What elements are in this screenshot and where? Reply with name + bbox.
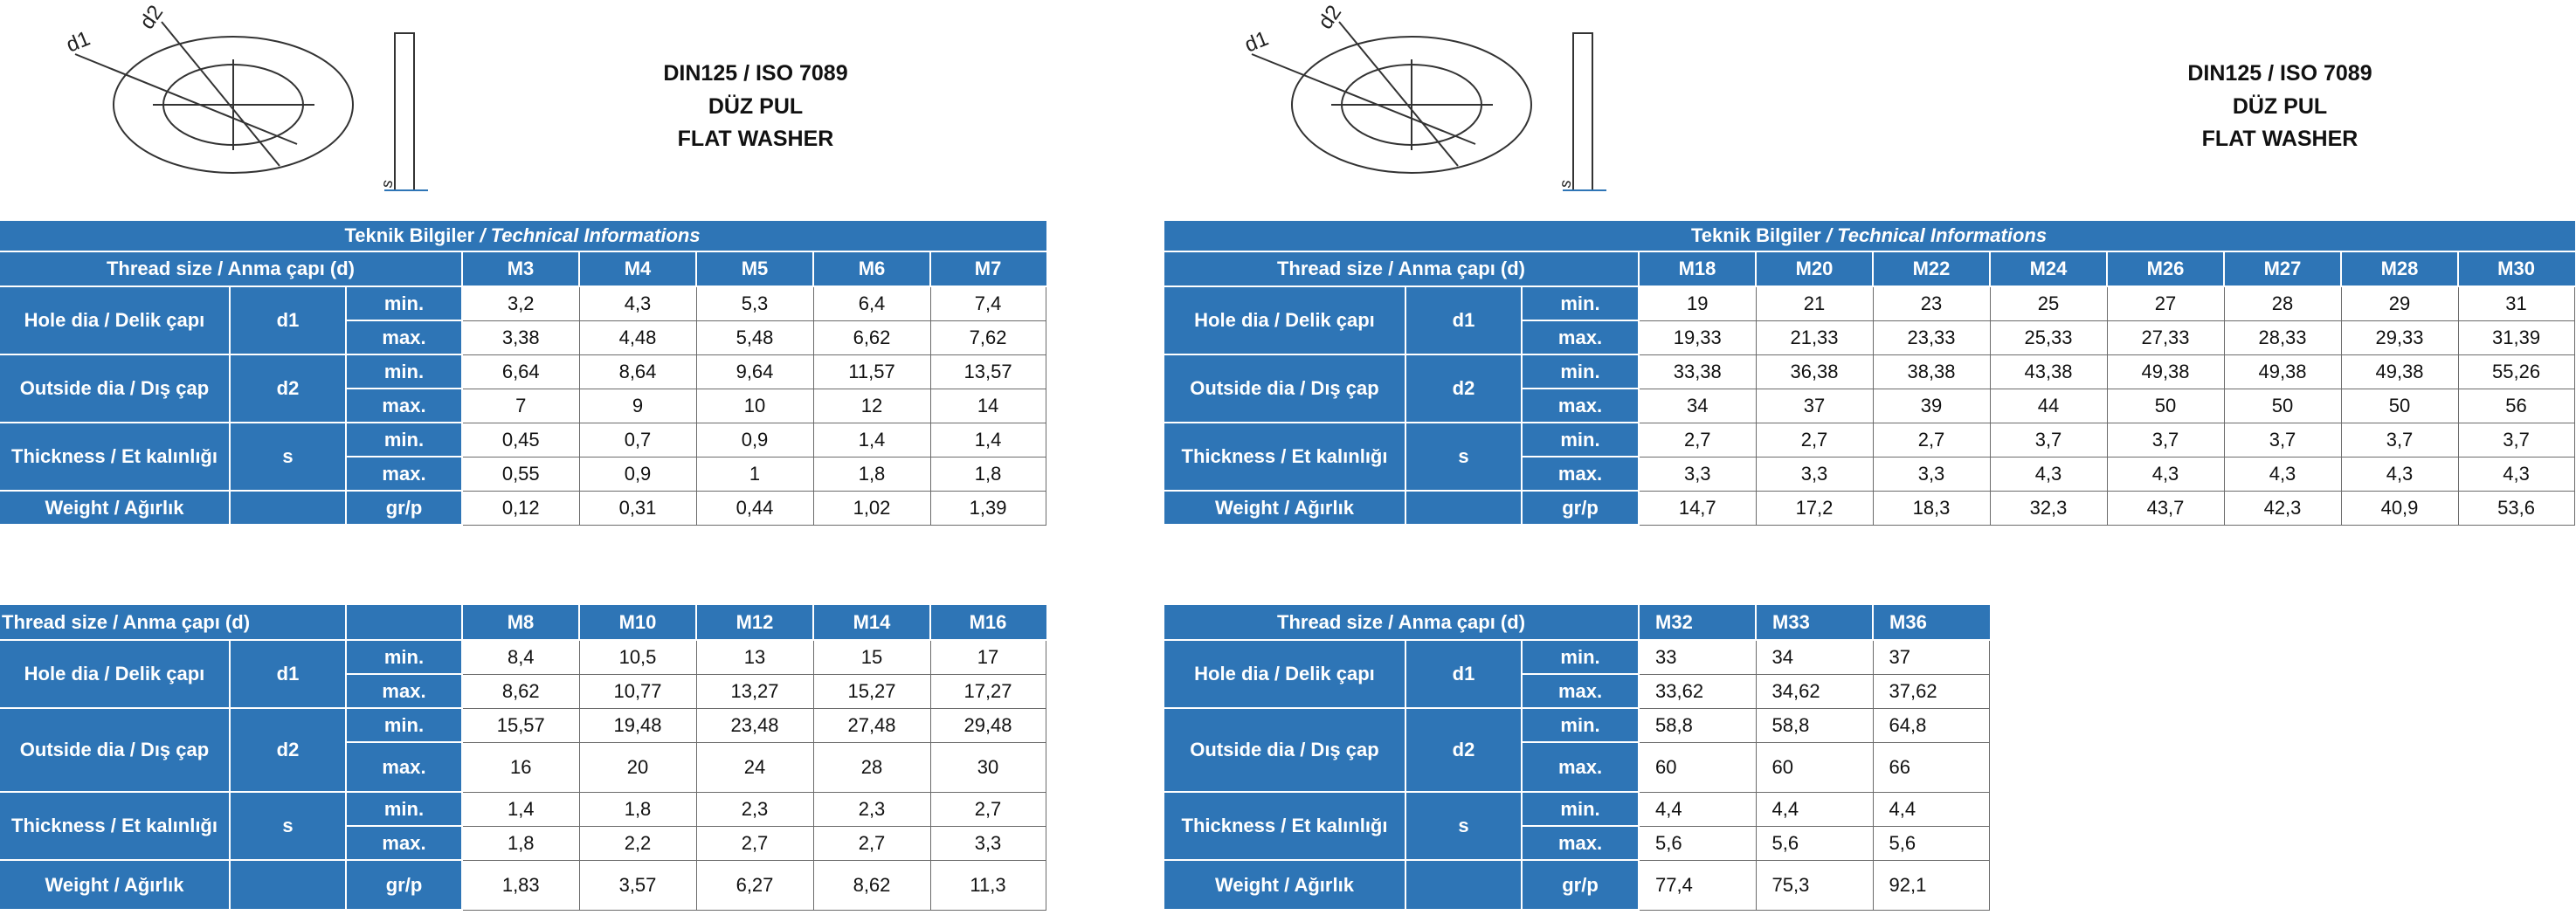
value-cell: 56 [2458,389,2574,423]
name-en: FLAT WASHER [677,127,834,151]
value-cell: 18,3 [1873,491,1990,525]
weight-symbol-blank [1405,491,1522,525]
table-row [0,792,1046,826]
size-header: M10 [579,605,696,640]
table-row [0,640,1046,674]
d2-symbol: d2 [1405,708,1522,792]
value-cell: 30 [930,742,1046,792]
weight-label: Weight / Ağırlık [1164,860,1405,910]
value-cell: 92,1 [1873,860,1989,910]
value-cell: 4,3 [2341,457,2458,491]
value-cell: 3,2 [462,286,579,320]
table-row [0,708,1046,742]
value-cell: 13,27 [696,674,813,708]
value-cell: 1,4 [462,792,579,826]
spec-table-m32-m36 [1164,605,1990,911]
s-symbol: s [230,423,346,491]
value-cell: 29 [2341,286,2458,320]
value-cell: 43,7 [2107,491,2224,525]
size-header: M20 [1756,251,1873,286]
weight-label: Weight / Ağırlık [0,491,230,525]
value-cell: 9 [579,389,696,423]
min-label: min. [1522,286,1639,320]
value-cell: 37 [1756,389,1873,423]
value-cell: 23,33 [1873,320,1990,354]
value-cell: 32,3 [1990,491,2107,525]
name-en: FLAT WASHER [2201,127,2358,151]
value-cell: 1,8 [462,826,579,860]
table-row [1164,792,1989,826]
value-cell: 33 [1639,640,1756,674]
value-cell: 23 [1873,286,1990,320]
value-cell: 36,38 [1756,354,1873,389]
value-cell: 6,27 [696,860,813,910]
thread-size-label: Thread size / Anma çapı (d) [0,251,462,286]
value-cell: 50 [2224,389,2341,423]
value-cell: 2,7 [696,826,813,860]
min-label: min. [346,792,462,826]
min-label: min. [1522,708,1639,742]
value-cell: 77,4 [1639,860,1756,910]
d1-label: d1 [63,26,94,58]
value-cell: 6,62 [813,320,930,354]
thread-size-row [1164,251,2574,286]
max-label: max. [346,320,462,354]
value-cell: 3,7 [1990,423,2107,457]
s-symbol: s [230,792,346,860]
outside-dia-label: Outside dia / Dış çap [0,354,230,423]
hole-dia-label: Hole dia / Delik çapı [0,286,230,354]
table-row [1164,860,1989,910]
unit-label: gr/p [346,491,462,525]
outside-dia-label: Outside dia / Dış çap [1164,354,1405,423]
size-header: M7 [930,251,1046,286]
value-cell: 0,44 [696,491,813,525]
value-cell: 5,6 [1756,826,1873,860]
value-cell: 1,4 [813,423,930,457]
value-cell: 44 [1990,389,2107,423]
value-cell: 2,7 [930,792,1046,826]
value-cell: 5,48 [696,320,813,354]
value-cell: 19 [1639,286,1756,320]
value-cell: 64,8 [1873,708,1989,742]
value-cell: 60 [1756,742,1873,792]
value-cell: 31,39 [2458,320,2574,354]
min-label: min. [1522,423,1639,457]
value-cell: 38,38 [1873,354,1990,389]
unit-label: gr/p [1522,491,1639,525]
value-cell: 7,62 [930,320,1046,354]
d2-symbol: d2 [230,354,346,423]
value-cell: 6,4 [813,286,930,320]
d1-symbol: d1 [1405,286,1522,354]
value-cell: 50 [2107,389,2224,423]
min-label: min. [346,708,462,742]
value-cell: 0,7 [579,423,696,457]
standard-title: DIN125 / ISO 7089 [2187,61,2372,86]
hole-dia-label: Hole dia / Delik çapı [1164,640,1405,708]
size-header: M28 [2341,251,2458,286]
value-cell: 12 [813,389,930,423]
size-header: M6 [813,251,930,286]
name-tr: DÜZ PUL [2232,93,2328,119]
value-cell: 17,2 [1756,491,1873,525]
header-titles [572,58,939,156]
value-cell: 33,38 [1639,354,1756,389]
d1-symbol: d1 [230,640,346,708]
max-label: max. [346,457,462,491]
size-header: M32 [1639,605,1756,640]
washer-drawing [0,0,489,205]
d1-symbol: d1 [1405,640,1522,708]
weight-symbol-blank [230,860,346,910]
value-cell: 8,4 [462,640,579,674]
value-cell: 40,9 [2341,491,2458,525]
size-header: M27 [2224,251,2341,286]
weight-label: Weight / Ağırlık [0,860,230,910]
value-cell: 20 [579,742,696,792]
value-cell: 42,3 [2224,491,2341,525]
value-cell: 1,83 [462,860,579,910]
thickness-label: Thickness / Et kalınlığı [1164,423,1405,491]
value-cell: 0,45 [462,423,579,457]
size-header: M14 [813,605,930,640]
unit-label: gr/p [346,860,462,910]
value-cell: 37 [1873,640,1989,674]
value-cell: 50 [2341,389,2458,423]
right-panel [1164,0,2576,915]
value-cell: 2,3 [696,792,813,826]
value-cell: 3,7 [2458,423,2574,457]
unit-label: gr/p [1522,860,1639,910]
d2-symbol: d2 [1405,354,1522,423]
size-header: M12 [696,605,813,640]
value-cell: 2,3 [813,792,930,826]
hole-dia-label: Hole dia / Delik çapı [0,640,230,708]
value-cell: 25,33 [1990,320,2107,354]
value-cell: 75,3 [1756,860,1873,910]
value-cell: 60 [1639,742,1756,792]
value-cell: 3,38 [462,320,579,354]
size-header: M22 [1873,251,1990,286]
s-label: s [1556,178,1575,189]
value-cell: 15 [813,640,930,674]
value-cell: 2,7 [1756,423,1873,457]
min-label: min. [346,354,462,389]
size-header: M5 [696,251,813,286]
max-label: max. [1522,320,1639,354]
thread-size-label: Thread size / Anma çapı (d) [0,605,346,640]
value-cell: 7,4 [930,286,1046,320]
tech-title-row [1164,221,2574,251]
d2-symbol: d2 [230,708,346,792]
value-cell: 7 [462,389,579,423]
value-cell: 4,3 [579,286,696,320]
value-cell: 28 [813,742,930,792]
thickness-label: Thickness / Et kalınlığı [0,423,230,491]
value-cell: 34 [1756,640,1873,674]
value-cell: 3,57 [579,860,696,910]
value-cell: 6,64 [462,354,579,389]
tech-title: Teknik Bilgiler / Technical Informations [1164,221,2574,251]
value-cell: 11,3 [930,860,1046,910]
min-label: min. [1522,354,1639,389]
value-cell: 27,48 [813,708,930,742]
value-cell: 19,33 [1639,320,1756,354]
value-cell: 14 [930,389,1046,423]
max-label: max. [1522,742,1639,792]
value-cell: 2,7 [1639,423,1756,457]
hole-dia-label: Hole dia / Delik çapı [1164,286,1405,354]
value-cell: 0,9 [696,423,813,457]
weight-label: Weight / Ağırlık [1164,491,1405,525]
value-cell: 11,57 [813,354,930,389]
value-cell: 2,2 [579,826,696,860]
value-cell: 24 [696,742,813,792]
thickness-label: Thickness / Et kalınlığı [1164,792,1405,860]
value-cell: 29,33 [2341,320,2458,354]
value-cell: 58,8 [1756,708,1873,742]
size-header: M24 [1990,251,2107,286]
max-label: max. [1522,389,1639,423]
value-cell: 8,62 [813,860,930,910]
value-cell: 3,3 [930,826,1046,860]
table-row [1164,354,2574,389]
value-cell: 4,4 [1873,792,1989,826]
value-cell: 17 [930,640,1046,674]
thread-size-row [0,251,1046,286]
value-cell: 10,5 [579,640,696,674]
max-label: max. [346,826,462,860]
weight-symbol-blank [230,491,346,525]
table-row [0,286,1046,320]
value-cell: 29,48 [930,708,1046,742]
table-row [0,860,1046,910]
value-cell: 16 [462,742,579,792]
value-cell: 21,33 [1756,320,1873,354]
value-cell: 5,6 [1639,826,1756,860]
value-cell: 27 [2107,286,2224,320]
thread-size-label: Thread size / Anma çapı (d) [1164,251,1639,286]
value-cell: 66 [1873,742,1989,792]
tech-title-row [0,221,1046,251]
thread-header-blank [346,605,462,640]
table-row [0,423,1046,457]
s-symbol: s [1405,423,1522,491]
d1-symbol: d1 [230,286,346,354]
value-cell: 23,48 [696,708,813,742]
value-cell: 14,7 [1639,491,1756,525]
value-cell: 1,8 [930,457,1046,491]
outside-dia-label: Outside dia / Dış çap [1164,708,1405,792]
s-label: s [377,178,397,189]
spec-table-m3-m7 [0,221,1046,526]
max-label: max. [346,389,462,423]
d2-label: d2 [135,1,169,34]
max-label: max. [346,674,462,708]
table-row [0,354,1046,389]
value-cell: 4,4 [1756,792,1873,826]
value-cell: 9,64 [696,354,813,389]
value-cell: 4,4 [1639,792,1756,826]
value-cell: 28,33 [2224,320,2341,354]
left-panel [0,0,1048,915]
size-header: M4 [579,251,696,286]
value-cell: 8,62 [462,674,579,708]
value-cell: 43,38 [1990,354,2107,389]
d2-label: d2 [1313,1,1347,34]
value-cell: 4,48 [579,320,696,354]
value-cell: 10 [696,389,813,423]
d1-label: d1 [1241,26,1273,58]
header-titles [2096,58,2463,156]
value-cell: 3,7 [2341,423,2458,457]
table-row [1164,286,2574,320]
value-cell: 2,7 [813,826,930,860]
value-cell: 31 [2458,286,2574,320]
table-row [1164,640,1989,674]
value-cell: 28 [2224,286,2341,320]
min-label: min. [346,423,462,457]
value-cell: 15,57 [462,708,579,742]
value-cell: 17,27 [930,674,1046,708]
min-label: min. [346,640,462,674]
size-header: M18 [1639,251,1756,286]
max-label: max. [1522,826,1639,860]
value-cell: 58,8 [1639,708,1756,742]
value-cell: 15,27 [813,674,930,708]
washer-side-view [395,33,414,190]
value-cell: 34,62 [1756,674,1873,708]
value-cell: 0,12 [462,491,579,525]
value-cell: 49,38 [2107,354,2224,389]
size-header: M3 [462,251,579,286]
max-label: max. [1522,457,1639,491]
thread-size-row [0,605,1046,640]
table-row [0,491,1046,525]
value-cell: 37,62 [1873,674,1989,708]
value-cell: 1,8 [813,457,930,491]
value-cell: 49,38 [2224,354,2341,389]
size-header: M26 [2107,251,2224,286]
s-symbol: s [1405,792,1522,860]
value-cell: 27,33 [2107,320,2224,354]
name-tr: DÜZ PUL [708,93,804,119]
table-row [1164,423,2574,457]
value-cell: 13,57 [930,354,1046,389]
size-header: M8 [462,605,579,640]
min-label: min. [346,286,462,320]
value-cell: 1 [696,457,813,491]
value-cell: 13 [696,640,813,674]
value-cell: 3,3 [1756,457,1873,491]
value-cell: 33,62 [1639,674,1756,708]
value-cell: 49,38 [2341,354,2458,389]
value-cell: 34 [1639,389,1756,423]
value-cell: 3,3 [1639,457,1756,491]
value-cell: 4,3 [2458,457,2574,491]
value-cell: 8,64 [579,354,696,389]
table-row [1164,708,1989,742]
value-cell: 3,7 [2224,423,2341,457]
spec-table-m18-m30 [1164,221,2575,526]
value-cell: 55,26 [2458,354,2574,389]
value-cell: 1,39 [930,491,1046,525]
size-header: M33 [1756,605,1873,640]
value-cell: 25 [1990,286,2107,320]
value-cell: 39 [1873,389,1990,423]
thickness-label: Thickness / Et kalınlığı [0,792,230,860]
size-header: M36 [1873,605,1989,640]
outside-dia-label: Outside dia / Dış çap [0,708,230,792]
min-label: min. [1522,640,1639,674]
value-cell: 0,55 [462,457,579,491]
max-label: max. [1522,674,1639,708]
value-cell: 1,8 [579,792,696,826]
min-label: min. [1522,792,1639,826]
size-header: M30 [2458,251,2574,286]
thread-size-label: Thread size / Anma çapı (d) [1164,605,1639,640]
value-cell: 2,7 [1873,423,1990,457]
standard-title: DIN125 / ISO 7089 [663,61,848,86]
value-cell: 1,4 [930,423,1046,457]
thread-size-row [1164,605,1989,640]
washer-drawing [1164,0,1654,205]
value-cell: 4,3 [1990,457,2107,491]
tech-title: Teknik Bilgiler / Technical Informations [0,221,1046,251]
max-label: max. [346,742,462,792]
value-cell: 53,6 [2458,491,2574,525]
weight-symbol-blank [1405,860,1522,910]
value-cell: 5,6 [1873,826,1989,860]
value-cell: 5,3 [696,286,813,320]
value-cell: 1,02 [813,491,930,525]
table-row [1164,491,2574,525]
spec-table-m8-m16 [0,605,1046,911]
value-cell: 3,7 [2107,423,2224,457]
value-cell: 0,9 [579,457,696,491]
value-cell: 4,3 [2224,457,2341,491]
value-cell: 19,48 [579,708,696,742]
washer-side-view [1573,33,1592,190]
value-cell: 3,3 [1873,457,1990,491]
value-cell: 0,31 [579,491,696,525]
size-header: M16 [930,605,1046,640]
value-cell: 4,3 [2107,457,2224,491]
value-cell: 21 [1756,286,1873,320]
value-cell: 10,77 [579,674,696,708]
